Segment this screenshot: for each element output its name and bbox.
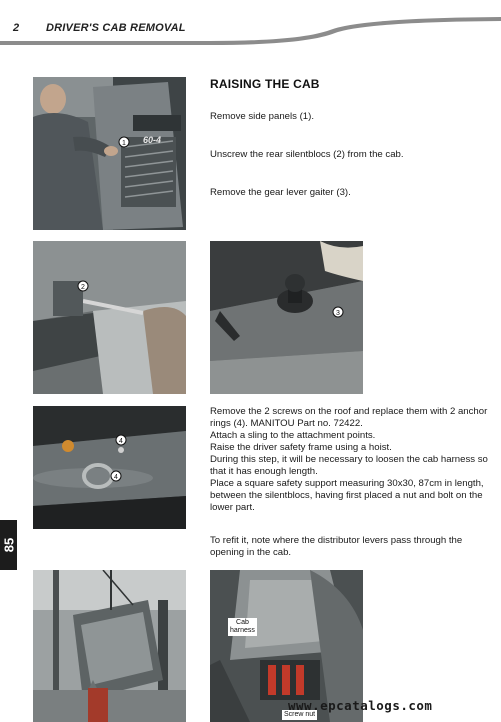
step-remove-side-panels: Remove side panels (1). xyxy=(210,111,314,122)
page-header xyxy=(0,0,501,48)
step-attach-sling: Attach a sling to the attachment points. xyxy=(210,430,376,441)
page-number: 2 xyxy=(13,22,20,34)
cab-harness-label-line1: Cab xyxy=(236,619,249,626)
chapter-tab xyxy=(0,520,17,570)
photo-cab-hoist xyxy=(33,570,186,722)
chapter-title: DRIVER'S CAB REMOVAL xyxy=(46,22,186,34)
step-loosen-harness: During this step, it will be necessary to loosen the cab harness so that it has enough length. xyxy=(210,454,488,477)
watermark[interactable]: www.epcatalogs.com xyxy=(288,698,433,713)
photo3-callout-3: 3 xyxy=(336,310,340,317)
step-safety-support: Place a square safety support measuring 30x30, 87cm in length, between the silentblocs, having first placed a nut and bolt on the lower part. xyxy=(210,478,484,513)
screw-nut-label-text: Screw nut xyxy=(284,711,316,718)
cab-harness-label-line2: harness xyxy=(230,627,255,634)
step-unscrew-silentblocs: Unscrew the rear silentblocs (2) from the cab. xyxy=(210,149,404,160)
step-raise-frame: Raise the driver safety frame using a hoist. xyxy=(210,442,392,453)
photo4-callout-4a: 4 xyxy=(119,438,123,445)
photo-roof-anchor-rings xyxy=(33,406,186,529)
section-title: RAISING THE CAB xyxy=(210,77,320,91)
photo-rear-silentblocs xyxy=(33,241,186,394)
step-refit-note: To refit it, note where the distributor levers pass through the opening in the cab. xyxy=(210,535,463,558)
cab-harness-label xyxy=(228,618,257,636)
photo1-decal: 60-4 xyxy=(143,135,162,145)
photo1-callout-1: 1 xyxy=(122,140,126,147)
photo4-callout-4b: 4 xyxy=(114,474,118,481)
photo2-callout-2: 2 xyxy=(81,284,85,291)
chapter-tab-label: 85 xyxy=(1,537,16,553)
step-anchor-rings: Remove the 2 screws on the roof and replace them with 2 anchor rings (4). MANITOU Part no. 72422. xyxy=(210,406,488,429)
step-remove-gaiter: Remove the gear lever gaiter (3). xyxy=(210,187,351,198)
photo-side-panels xyxy=(33,77,186,230)
photo-gear-lever-gaiter xyxy=(210,241,363,394)
